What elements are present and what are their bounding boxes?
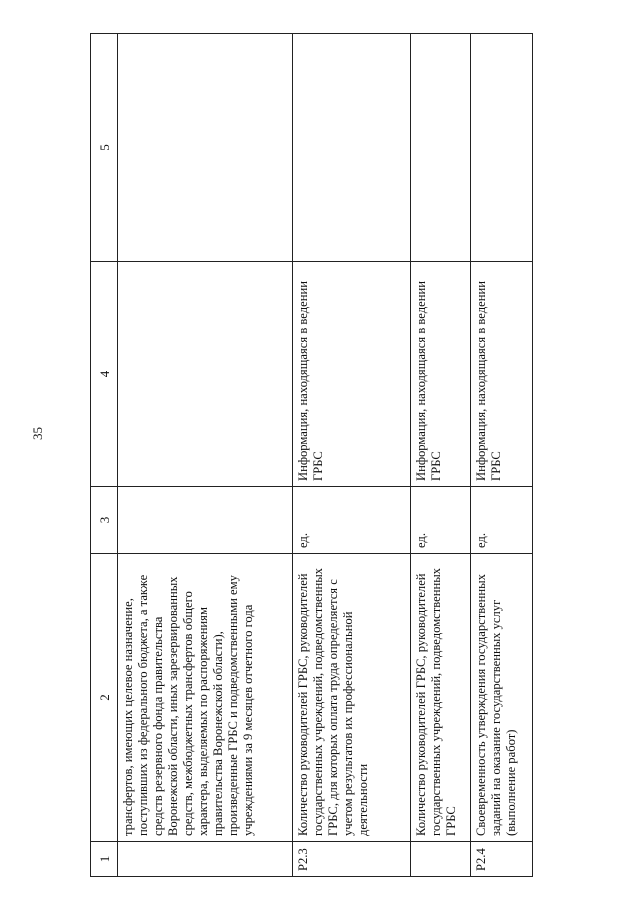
rotated-table-container	[90, 34, 532, 877]
indicators-table	[90, 33, 533, 877]
code-cell	[411, 842, 471, 877]
header-cell-5: 5	[91, 34, 118, 262]
code-cell: P2.3	[293, 842, 411, 877]
table-row	[293, 34, 411, 877]
page-number: 35	[30, 427, 45, 440]
header-row	[91, 34, 118, 877]
indicator-text-cell: Своевременность утверждения государственных заданий на оказание государственных услуг (выполнение работ)	[471, 554, 533, 842]
header-cell-2: 2	[91, 554, 118, 842]
table-row	[411, 34, 471, 877]
header-cell-1: 1	[91, 842, 118, 877]
note-cell	[411, 34, 471, 262]
note-cell	[293, 34, 411, 262]
source-cell	[118, 262, 293, 487]
unit-cell: ед.	[293, 487, 411, 554]
header-cell-4: 4	[91, 262, 118, 487]
unit-cell: ед.	[471, 487, 533, 554]
table-row	[471, 34, 533, 877]
source-cell: Информация, находящаяся в ведении ГРБС	[411, 262, 471, 487]
unit-cell	[118, 487, 293, 554]
code-cell: P2.4	[471, 842, 533, 877]
code-cell	[118, 842, 293, 877]
note-cell	[118, 34, 293, 262]
indicator-text-cell: Количество руководителей ГРБС, руководителей государственных учреждений, подведомственных ГРБС	[411, 554, 471, 842]
indicator-text-cell: Количество руководителей ГРБС, руководителей государственных учреждений, подведомственных ГРБС, для которых оплата труда определяется с учетом результатов их профессиональной деятельности	[293, 554, 411, 842]
indicator-text-cell: трансфертов, имеющих целевое назначение, поступивших из федерального бюджета, а также средств резервного фонда правительства Воронежской области, иных зарезервированных средств, межбюджетных трансфертов общего характера, выделяемых по распоряжениям правительства Воронежской области), произведенные ГРБС и подведомственными ему учреждениями за 9 месяцев отчетного года	[118, 554, 293, 842]
table-row	[118, 34, 293, 877]
unit-cell: ед.	[411, 487, 471, 554]
source-cell: Информация, находящаяся в ведении ГРБС	[293, 262, 411, 487]
note-cell	[471, 34, 533, 262]
header-cell-3: 3	[91, 487, 118, 554]
source-cell: Информация, находящаяся в ведении ГРБС	[471, 262, 533, 487]
